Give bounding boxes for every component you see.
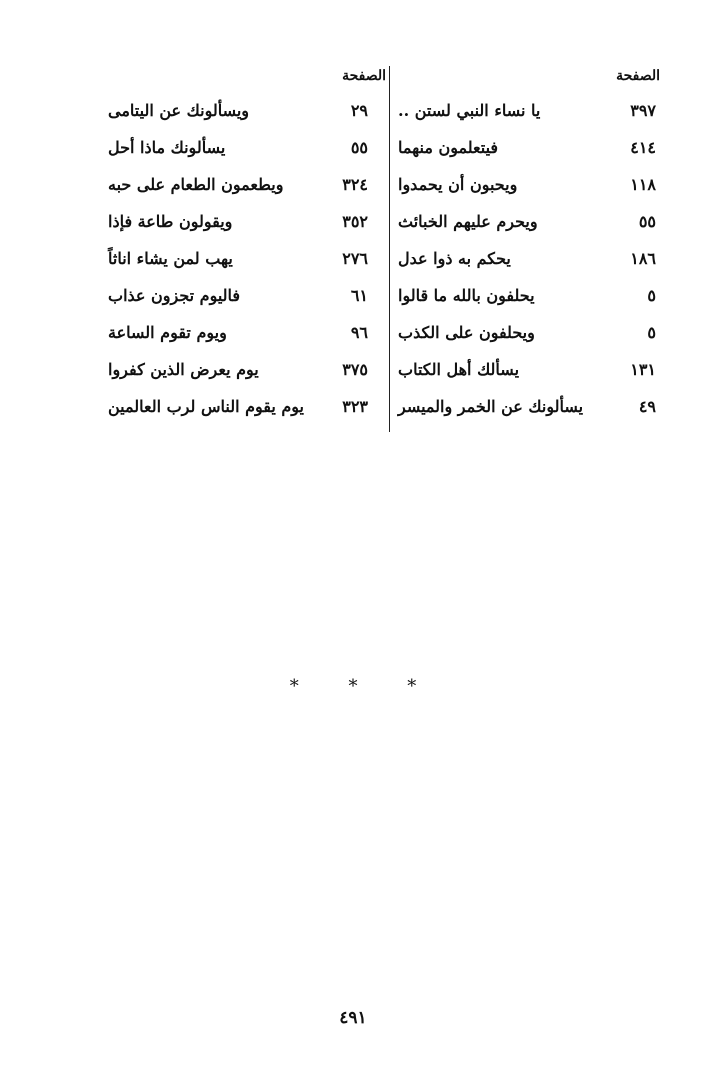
page-ref: ٣٥٢ xyxy=(342,212,368,231)
page-column-header xyxy=(108,60,386,92)
page-ref: ٤١٤ xyxy=(630,138,656,157)
verse-phrase: يا نساء النبي لستن .. xyxy=(398,101,541,120)
index-entry xyxy=(108,277,386,314)
verse-phrase: ويقولون طاعة فإذا xyxy=(108,212,233,231)
index-entry xyxy=(398,388,660,425)
verse-phrase: فيتعلمون منهما xyxy=(398,138,499,157)
index-entry xyxy=(108,388,386,425)
index-column-right xyxy=(398,60,660,425)
page-column-label: الصفحة xyxy=(342,68,386,84)
page-ref: ١٨٦ xyxy=(630,249,656,268)
verse-phrase: يسألونك ماذا أحل xyxy=(108,138,226,157)
page-ref: ١٣١ xyxy=(630,360,656,379)
index-entry xyxy=(108,240,386,277)
page-ref: ٥٥ xyxy=(638,212,656,231)
verse-phrase: فاليوم تجزون عذاب xyxy=(108,286,241,305)
index-entry xyxy=(108,314,386,351)
index-list xyxy=(108,92,386,425)
index-entry xyxy=(398,129,660,166)
page-column-label: الصفحة xyxy=(616,68,660,84)
verse-phrase: ويحبون أن يحمدوا xyxy=(398,175,518,194)
page-ref: ٣٢٤ xyxy=(342,175,368,194)
column-divider xyxy=(389,66,390,432)
section-separator: * * * xyxy=(289,676,439,697)
verse-phrase: يهب لمن يشاء اناثاً xyxy=(108,249,233,268)
index-column-left xyxy=(108,60,386,425)
verse-phrase: ويوم تقوم الساعة xyxy=(108,323,227,342)
page-column-header xyxy=(398,60,660,92)
index-entry xyxy=(108,203,386,240)
page-ref: ٤٩ xyxy=(638,397,656,416)
page-ref: ٣٢٣ xyxy=(342,397,368,416)
verse-phrase: ويسألونك عن اليتامى xyxy=(108,101,250,120)
index-entry xyxy=(108,166,386,203)
index-entry xyxy=(398,92,660,129)
index-entry xyxy=(108,129,386,166)
verse-phrase: يحكم به ذوا عدل xyxy=(398,249,511,268)
page-ref: ٥٥ xyxy=(350,138,368,157)
page-ref: ٢٩ xyxy=(350,101,368,120)
index-entry xyxy=(398,203,660,240)
verse-phrase: يسألك أهل الكتاب xyxy=(398,360,520,379)
page-ref: ٢٧٦ xyxy=(342,249,368,268)
page-number: ٤٩١ xyxy=(339,1008,367,1028)
verse-phrase: يوم يقوم الناس لرب العالمين xyxy=(108,397,304,416)
verse-phrase: ويحرم عليهم الخبائث xyxy=(398,212,538,231)
index-entry xyxy=(398,277,660,314)
verse-phrase: يوم يعرض الذين كفروا xyxy=(108,360,259,379)
index-entry xyxy=(398,166,660,203)
verse-phrase: يسألونك عن الخمر والميسر xyxy=(398,397,584,416)
index-entry xyxy=(108,92,386,129)
page-ref: ٣٩٧ xyxy=(630,101,656,120)
verse-phrase: ويطعمون الطعام على حبه xyxy=(108,175,284,194)
page-ref: ٥ xyxy=(647,286,656,305)
page-ref: ٦١ xyxy=(350,286,368,305)
index-entry xyxy=(398,351,660,388)
index-list xyxy=(398,92,660,425)
verse-phrase: ويحلفون على الكذب xyxy=(398,323,535,342)
page-ref: ٥ xyxy=(647,323,656,342)
verse-phrase: يحلفون بالله ما قالوا xyxy=(398,286,535,305)
index-entry xyxy=(398,314,660,351)
page-ref: ٩٦ xyxy=(350,323,368,342)
page-ref: ٣٧٥ xyxy=(342,360,368,379)
page-ref: ١١٨ xyxy=(630,175,656,194)
index-entry xyxy=(108,351,386,388)
index-entry xyxy=(398,240,660,277)
